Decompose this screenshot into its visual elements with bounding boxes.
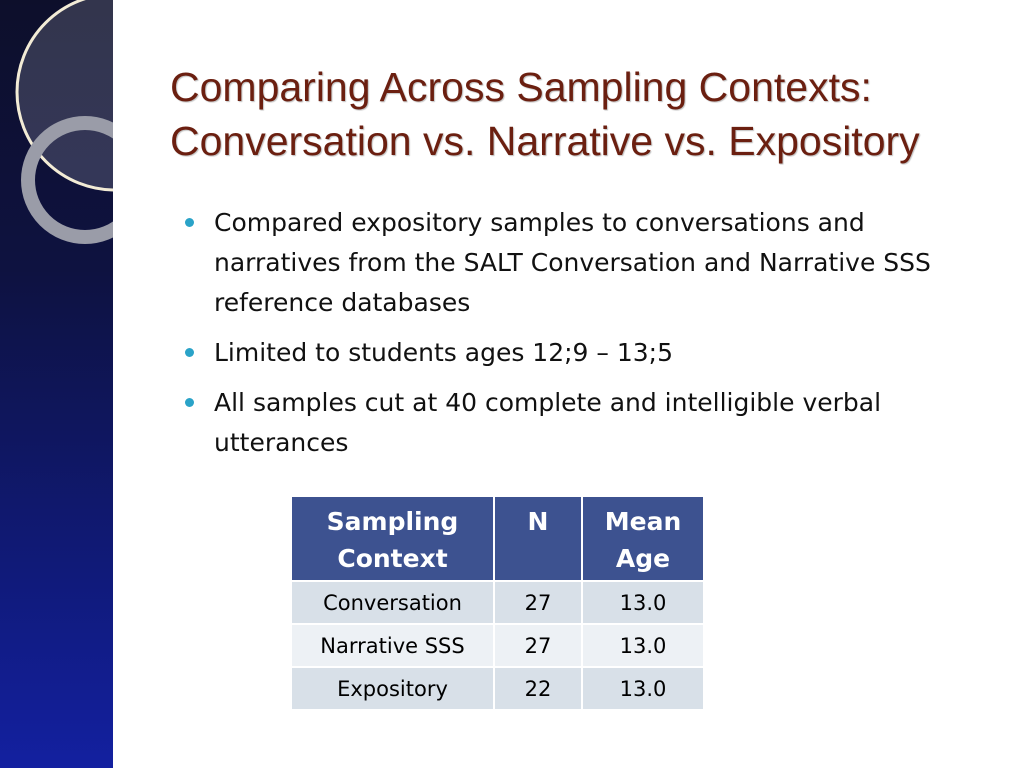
bullet-dot-icon — [185, 218, 194, 227]
table-row — [291, 624, 704, 667]
bullet-list — [185, 203, 985, 473]
decorative-side-band — [0, 0, 113, 768]
table-row — [291, 667, 704, 710]
bullet-dot-icon — [185, 398, 194, 407]
bullet-item — [185, 383, 985, 463]
cell-context: Narrative SSS — [291, 624, 494, 667]
cell-n: 27 — [494, 581, 582, 624]
bullet-item — [185, 333, 985, 373]
header-n: N — [494, 496, 582, 581]
cell-n: 22 — [494, 667, 582, 710]
cell-mean-age: 13.0 — [582, 581, 704, 624]
cell-context: Expository — [291, 667, 494, 710]
header-mean-age: Mean Age — [582, 496, 704, 581]
bullet-text: Compared expository samples to conversations and narratives from the SALT Conversation and Narrative SSS reference databases — [214, 208, 931, 317]
table-header-row — [291, 496, 704, 581]
header-sampling-context: Sampling Context — [291, 496, 494, 581]
title-line-2: Conversation vs. Narrative vs. Expository — [170, 118, 920, 164]
cell-mean-age: 13.0 — [582, 624, 704, 667]
slide-title — [170, 60, 1010, 168]
decorative-circles-graphic — [0, 0, 113, 768]
bullet-text: All samples cut at 40 complete and intelligible verbal utterances — [214, 388, 882, 457]
bullet-text: Limited to students ages 12;9 – 13;5 — [214, 338, 673, 367]
table-row — [291, 581, 704, 624]
cell-mean-age: 13.0 — [582, 667, 704, 710]
bullet-item — [185, 203, 985, 323]
bullet-dot-icon — [185, 348, 194, 357]
cell-n: 27 — [494, 624, 582, 667]
sampling-context-table — [290, 495, 705, 711]
title-line-1: Comparing Across Sampling Contexts: — [170, 64, 872, 110]
cell-context: Conversation — [291, 581, 494, 624]
